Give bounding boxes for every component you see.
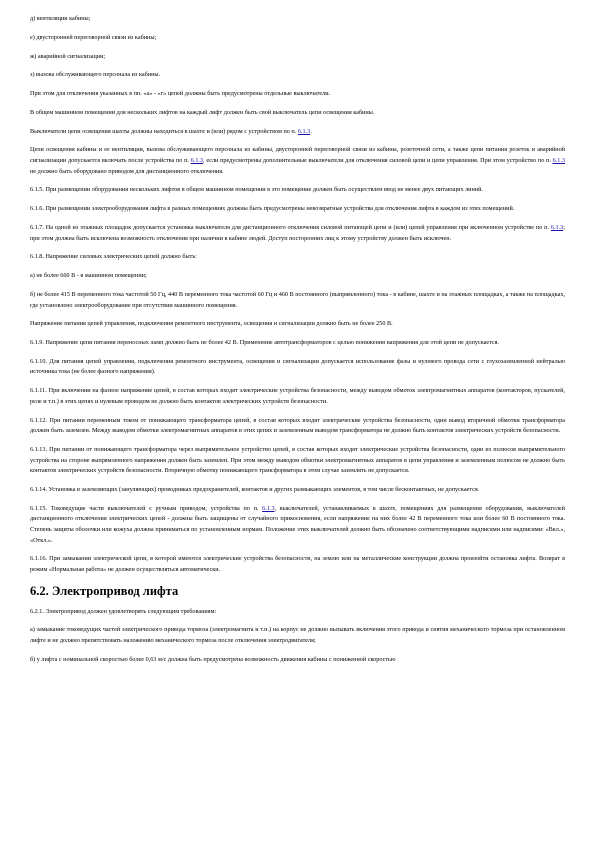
paragraph-text: а) замыкание токоведущих частей электрического привода тормоза (электромагнита и т.п.) на корпус не должно вызывать включения этого привода и снятия механического тормоза при остановленном лифте и не должно препятствовать наложению механического тормоза после отключения электродвигателя; — [30, 626, 565, 645]
paragraph-text: . — [310, 127, 312, 135]
paragraph — [30, 52, 565, 63]
paragraph-text: При этом для отключения указанных в пп. «а» - «г» цепей должны быть предусмотрены отдельные выключатели. — [30, 90, 331, 98]
paragraph — [30, 554, 565, 575]
paragraph-text: 6.1.16. При замыкании электрической цепи, в которой имеются электрические устройства безопасности, на землю или на металлические конструкции должна произойти остановка лифта. Возврат в режим «Нормальная работа» не должен осуществляться автоматически. — [30, 555, 565, 573]
paragraph-text: 6.1.6. При размещении электрооборудования лифта в разных помещениях должны быть предусмотрены невозвратные устройства для отключения лифта в каждом из этих помещений. — [30, 205, 515, 213]
paragraph — [30, 625, 565, 646]
paragraph — [30, 338, 565, 349]
paragraph-text: , выключателей, устанавливаемых в шахте, помещениях для размещения оборудования, выключателей дистанционного отключения электрических цепей - должны быть защищены от случайного прикосновения, если напряжение на них более 42 В переменного тока или более 60 В постоянного тока. Степень защиты оболочки или кожуха должна приниматься по установленным нормам. Положение этих выключателей должно быть обозначено соответствующими надписями или надписями: «Вкл.», «Откл.». — [30, 504, 565, 544]
section-reference-link[interactable]: 6.1.3 — [552, 157, 565, 165]
paragraph-text: 6.1.11. При включении на фазное напряжение цепей, в состав которых входят электрические устройства безопасности, между выводом обмоток электромагнитных аппаратов (контакторов, пускателей, реле и т.п.) в этих цепях и нулевым проводом не должно быть контактов электрических устройств безопасности. — [30, 387, 565, 405]
section-reference-link[interactable]: 6.1.3 — [262, 504, 275, 512]
paragraph-text: 6.1.14. Установка в заземляющих (зануляющих) проводниках предохранителей, контактов и других размыкающих элементов, в том числе бесконтактных, не допускается. — [30, 485, 480, 493]
paragraph — [30, 655, 565, 666]
paragraph — [30, 290, 565, 311]
paragraph-text: ; при этом должна быть исключена возможность отключения при наличии в кабине людей. Доступ посторонних лиц к этому устройству должен быть исключен. — [30, 224, 565, 242]
paragraph-text: а) не более 660 В - в машинном помещении; — [30, 272, 147, 280]
paragraph-text: б) не более 415 В переменного тока частотой 50 Гц, 440 В переменного тока частотой 60 Гц и 460 В постоянного (выпрямленного) тока - в кабине, шахте и на этажных площадках, а также на площадках, где установлено электрооборудование при отсутствии машинного помещения. — [30, 290, 565, 309]
paragraph — [30, 416, 565, 437]
paragraph-text: д) вентиляции кабины; — [30, 15, 91, 22]
paragraph-text: 6.1.10. Для питания цепей управления, подключения ремонтного инструмента, освещения и сигнализации допускается использование фазы и нулевого провода сети с глухозаземленной нейтралью источника тока (не более фазного напряжения). — [30, 357, 565, 376]
section-heading: 6.2. Электропривод лифта — [30, 583, 179, 598]
paragraph — [30, 319, 565, 330]
paragraph-text: Цепи освещения кабины и ее вентиляции, вызова обслуживающего персонала из кабины, двусторонней переговорной связи из кабины, розеточной сети, а также цепи питания розеток и аварийной сигнализации допускается включать после устройства по п. — [30, 146, 565, 165]
paragraph-text: з) вызова обслуживающего персонала из кабины. — [30, 71, 161, 79]
paragraph — [30, 386, 565, 407]
paragraph-text: 6.2.1. Электропривод должен удовлетворять следующим требованиям: — [30, 607, 217, 615]
section-reference-link[interactable]: 6.1.3 — [550, 224, 564, 231]
paragraph-text: В общем машинном помещении для нескольких лифтов на каждый лифт должен быть свой выключатель цепи освещения кабины. — [30, 108, 375, 116]
paragraph — [30, 445, 565, 477]
paragraph-text: не должно быть оборудовано приводом для дистанционного отключения. — [30, 167, 224, 175]
document-body-bottom — [30, 607, 565, 666]
paragraph-text: б) у лифта с номинальной скоростью более 0,63 м/с должна быть предусмотрена возможность движения кабины с пониженной скоростью — [30, 655, 396, 663]
paragraph — [30, 504, 565, 546]
paragraph-text: е) двусторонней переговорной связи из кабины; — [30, 33, 157, 41]
document-page — [30, 14, 565, 674]
paragraph-text: , если предусмотрены дополнительные выключатели для отключения силовой цепи и цепи управления. При этом устройство по п. — [203, 157, 553, 165]
paragraph-text: ж) аварийной сигнализации; — [30, 52, 106, 60]
paragraph-text: 6.1.8. Напряжение силовых электрических цепей должно быть: — [30, 253, 197, 261]
section-reference-link[interactable]: 6.1.3 — [190, 157, 204, 165]
paragraph — [30, 89, 565, 100]
paragraph — [30, 70, 565, 81]
paragraph-text: 6.1.7. На одной из этажных площадок допускается установка выключателя для дистанционного отключения силовой питающей цепи и (или) цепей управления при включенном устройстве по п. — [30, 224, 551, 231]
paragraph — [30, 223, 565, 244]
paragraph — [30, 185, 565, 196]
paragraph — [30, 485, 565, 496]
paragraph — [30, 607, 565, 618]
paragraph — [30, 108, 565, 119]
paragraph — [30, 252, 565, 263]
paragraph — [30, 357, 565, 378]
paragraph — [30, 127, 565, 138]
paragraph-text: 6.1.5. При размещении оборудования нескольких лифтов в общем машинном помещении в это помещение должен быть осуществлен ввод не менее двух питающих линий. — [30, 186, 483, 194]
paragraph-text: 6.1.12. При питании переменным током от понижающего трансформатора цепей, в состав которых входят электрические устройства безопасности, один вывод вторичной обмотки трансформатора должен быть заземлен. Между выводом обмотки электромагнитных аппаратов в этих цепях и заземленным выводом трансформатора не должно быть контактов электрических устройств безопасности. — [30, 416, 565, 435]
section-reference-link[interactable]: 6.1.3 — [297, 127, 311, 135]
paragraph-text: 6.1.15. Токоведущие части выключателей с ручным приводом, устройства по п. — [30, 504, 263, 512]
paragraph — [30, 14, 565, 25]
paragraph-text: 6.1.9. Напряжение цепи питания переносных ламп должно быть не более 42 В. Применение автотрансформаторов с целью понижения напряжения для этой цепи не допускается. — [30, 339, 500, 347]
paragraph — [30, 33, 565, 44]
paragraph-text: Напряжение питания цепей управления, подключения ремонтного инструмента, освещения и сигнализации должно быть не более 250 В. — [30, 320, 393, 328]
paragraph — [30, 271, 565, 282]
paragraph — [30, 204, 565, 215]
document-body-top — [30, 14, 565, 576]
paragraph-text: 6.1.13. При питании от понижающего трансформатора через выпрямительное устройство цепей, в состав которых входят электрические устройства безопасности, один из полюсов выпрямительного устройства на стороне выпрямленного напряжения должен быть заземлен. При этом между выводом обмотки электромагнитных аппаратов в цепи управления и заземленным полюсом не должно быть контактов электрических устройств безопасности. Вторичную обмотку понижающего трансформатора в этом случае заземлять не допускается. — [30, 446, 565, 475]
paragraph — [30, 145, 565, 177]
paragraph-text: Выключатели цепи освещения шахты должны находиться в шахте и (или) рядом с устройством по п. — [30, 127, 298, 135]
